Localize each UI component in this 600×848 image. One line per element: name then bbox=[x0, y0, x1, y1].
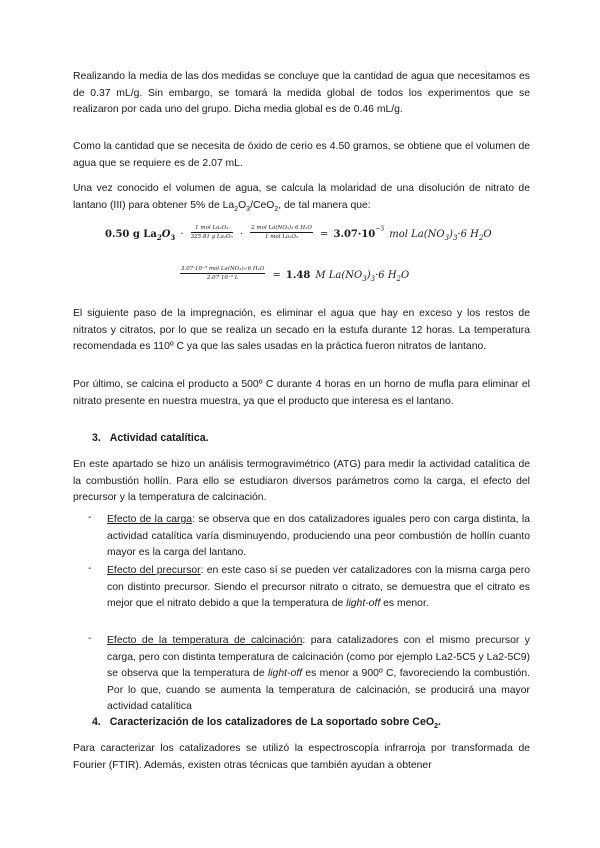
bullet-item-load-effect: Efecto de la carga: se observa que en dos catalizadores iguales pero con carga distinta, la actividad catalítica varía disminuyendo, produciendo una peor combustión de hollín cuanto mayor es la carga del lantano. bbox=[107, 514, 530, 559]
bullet-item-precursor-effect: Efecto del precursor: en este caso sí se pueden ver catalizadores con la misma carga pero con distinto precursor. Siendo el precursor nitrato o citrato, se demuestra que el citrato es mejor que el nitrato debido a que la temperatura de light-off es menor. bbox=[107, 565, 531, 610]
equation-moles: 0.50 g $La_2O_3$ · $\frac{\text{1 mol La₂O₃}}{\text{325.81 g La₂O₃}}$ · $\frac{\text{2 mol La(NO₃)₃·6 H₂O}}{\text{1 mol La₂O₃}}$ = $3.07\cdot 10^{-3}$ mol $La(NO_3)_3\cdot 6$ $H_2O$ bbox=[105, 225, 492, 242]
bullet-item-calcination-effect: Efecto de la temperatura de calcinación: para catalizadores con el mismo precursor y carga, pero con distinta temperatura de calcinación (como por ejemplo La2-5C5 y La2-5C9) se observa que la temperatura de light-off es menor a 900º C, favoreciendo la combustión. Por lo que, cuando se aumenta la temperatura de calcinación, se producirá una mayor actividad catalítica bbox=[107, 635, 530, 713]
section-heading-4: 4. Caracterización de los catalizadores de La soportado sobre CeO$_2$. bbox=[92, 716, 441, 731]
bullet-marker: - bbox=[88, 512, 92, 523]
fraction-stoichiometry: $\frac{\text{2 mol La(NO₃)₃·6 H₂O}}{\text{1 mol La₂O₃}}$ bbox=[251, 225, 312, 240]
fraction-molar-mass: $\frac{\text{1 mol La₂O₃}}{\text{325.81 g La₂O₃}}$ bbox=[190, 225, 233, 240]
paragraph-ftir: Para caracterizar los catalizadores se utilizó la espectroscopía infrarroja por transformada de Fourier (FTIR). Además, existen otras técnicas que también ayudan a obtener bbox=[73, 743, 530, 771]
fraction-concentration: $\frac{\text{3.07·10⁻³ mol La(NO₃)₃·6 H₂O}}{\text{2.07·10⁻³ L}}$ bbox=[181, 266, 265, 281]
bullet-marker: - bbox=[88, 633, 92, 644]
section-heading-3: 3. Actividad catalítica. bbox=[92, 432, 209, 444]
paragraph-calcination: Por último, se calcina el producto a 500º C durante 4 horas en un horno de mufla para eliminar el nitrato presente en nuestra muestra, ya que el producto que interesa es el lantano. bbox=[73, 379, 530, 407]
paragraph-cerium-oxide: Como la cantidad que se necesita de óxido de cerio es 4.50 gramos, se obtiene que el volumen de agua que se requiere es de 2.07 mL. bbox=[73, 141, 530, 169]
paragraph-drying: El siguiente paso de la impregnación, es eliminar el agua que hay en exceso y los restos de nitratos y citratos, por lo que se realiza un secado en la estufa durante 12 horas. La temperatura recomendada es 110º C ya que las sales usadas en la práctica fueron nitratos de lantano. bbox=[73, 308, 530, 353]
equation-molarity: $\frac{\text{3.07·10⁻³ mol La(NO₃)₃·6 H₂O}}{\text{2.07·10⁻³ L}}$ = 1.48 M $La(NO_3)_3\cdot 6$ $H_2O$ bbox=[181, 266, 410, 283]
paragraph-atg: En este apartado se hizo un análisis termogravimétrico (ATG) para medir la actividad catalítica de la combustión hollín. Para ello se estudiaron diversos parámetros como la carga, el efecto del precursor y la temperatura de calcinación. bbox=[73, 459, 530, 504]
bullet-marker: - bbox=[88, 563, 92, 574]
paragraph-water-measure: Realizando la media de las dos medidas se concluye que la cantidad de agua que necesitamos es de 0.37 mL/g. Sin embargo, se tomará la medida global de todos los experimentos que se realizaron por cada uno del grupo. Dicha media global es de 0.46 mL/g. bbox=[73, 71, 530, 116]
paragraph-molarity-intro: Una vez conocido el volumen de agua, se calcula la molaridad de una disolución de nitrato de lantano (III) para obtener 5% de $La_2O_3/CeO_2$, de tal manera que: bbox=[73, 183, 530, 213]
